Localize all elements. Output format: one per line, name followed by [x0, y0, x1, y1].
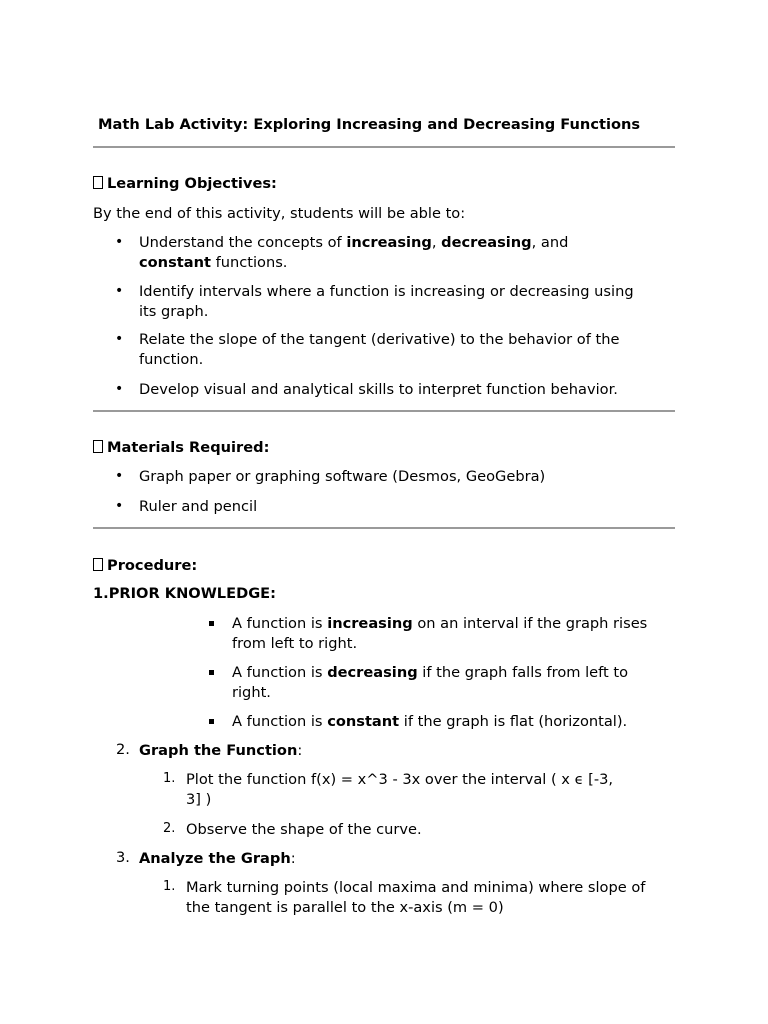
page-title: Math Lab Activity: Exploring Increasing and Decreasing Functions [98, 116, 641, 133]
list-item: Relate the slope of the tangent (derivative) to the behavior of the function. [139, 331, 620, 368]
list-item: Identify intervals where a function is increasing or decreasing using its graph. [139, 283, 634, 320]
materials-heading-label: Materials Required: [107, 439, 270, 456]
step-number: 3. [116, 849, 130, 866]
materials-heading [93, 439, 269, 456]
list-item: A function is increasing on an interval if the graph rises from left to right. [232, 615, 648, 652]
square-bullet-icon [209, 719, 214, 724]
substep-number: 1. [163, 879, 176, 894]
list-item: Ruler and pencil [139, 498, 258, 515]
procedure-heading [93, 557, 197, 574]
missing-glyph-icon [93, 176, 103, 189]
list-item: Observe the shape of the curve. [186, 821, 422, 838]
list-item: Mark turning points (local maxima and minima) where slope of the tangent is parallel to the x-axis (m = 0) [186, 879, 646, 916]
substep-number: 1. [163, 771, 176, 786]
divider [93, 527, 675, 529]
objectives-heading [93, 175, 277, 192]
divider [93, 410, 675, 412]
list-item: Understand the concepts of increasing, decreasing, and constant functions. [139, 234, 569, 271]
missing-glyph-icon [93, 558, 103, 571]
bullet-icon: • [115, 331, 124, 347]
step-number: 2. [116, 741, 130, 758]
list-item: Develop visual and analytical skills to interpret function behavior. [139, 381, 618, 398]
square-bullet-icon [209, 621, 214, 626]
divider [93, 146, 675, 148]
bullet-icon: • [115, 283, 124, 299]
missing-glyph-icon [93, 440, 103, 453]
list-item: A function is constant if the graph is flat (horizontal). [232, 713, 628, 730]
objectives-intro: By the end of this activity, students will be able to: [93, 205, 466, 222]
list-item: Graph paper or graphing software (Desmos, GeoGebra) [139, 468, 546, 485]
list-item: Plot the function f(x) = x^3 - 3x over the interval ( x ϵ [-3, 3] ) [186, 771, 614, 808]
step-analyze-graph: Analyze the Graph: [139, 850, 296, 867]
step-graph-function: Graph the Function: [139, 742, 303, 759]
list-item: A function is decreasing if the graph falls from left to right. [232, 664, 629, 701]
step-prior-knowledge: 1.PRIOR KNOWLEDGE: [93, 585, 276, 602]
square-bullet-icon [209, 670, 214, 675]
substep-number: 2. [163, 821, 176, 836]
procedure-heading-label: Procedure: [107, 557, 198, 574]
bullet-icon: • [115, 381, 124, 397]
objectives-heading-label: Learning Objectives: [107, 175, 277, 192]
bullet-icon: • [115, 234, 124, 250]
bullet-icon: • [115, 468, 124, 484]
bullet-icon: • [115, 498, 124, 514]
